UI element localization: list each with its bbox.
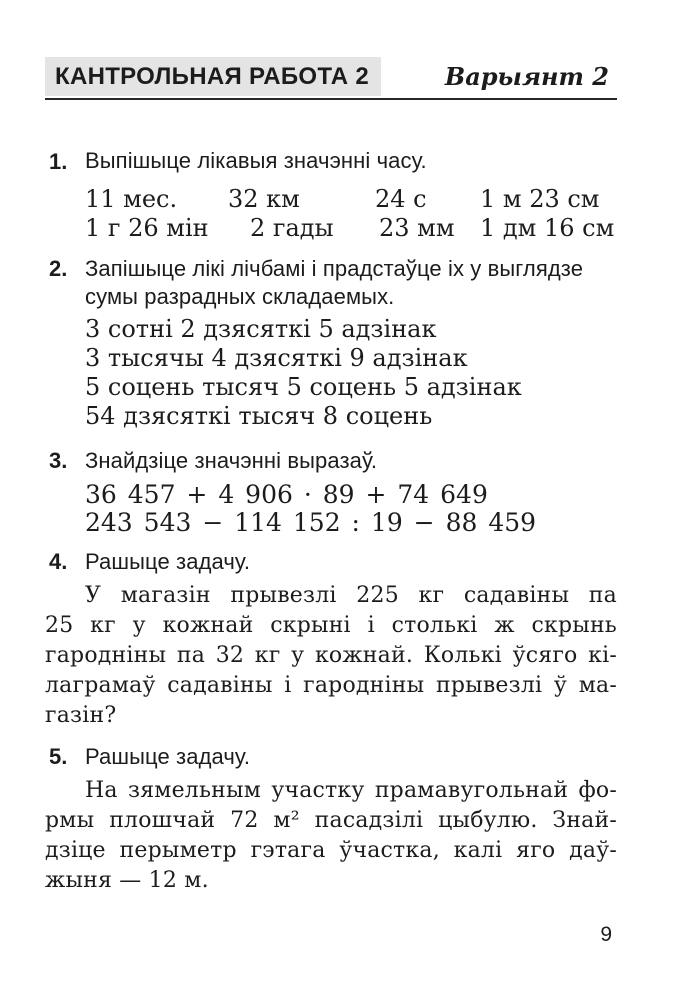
task-4	[45, 548, 617, 731]
section-title: КАНТРОЛЬНАЯ РАБОТА 2	[45, 57, 381, 96]
task-number: 1.	[49, 149, 68, 174]
table-cell: 1 г 26 мін	[85, 213, 209, 242]
task-number: 4.	[49, 549, 68, 574]
paragraph-line: На зямельным участку прамавугольнай фо-	[85, 778, 617, 803]
table-cell: 24 с	[375, 185, 427, 213]
paragraph-line: лаграмаў садавіны і гародніны прывезлі ў ма-	[45, 673, 617, 698]
paragraph-line: 25 кг у кожнай скрыні і столькі ж скрынь	[45, 613, 617, 638]
task-number: 5.	[49, 744, 68, 769]
page-header	[45, 57, 617, 96]
table-cell: 32 км	[228, 185, 300, 213]
variant-label: Варыянт 2	[444, 62, 609, 91]
list-item: 5 соцень тысяч 5 соцень 5 адзінак	[85, 373, 522, 401]
page-number: 9	[600, 923, 612, 946]
task-number: 3.	[49, 448, 68, 473]
paragraph-line: жыня — 12 м.	[45, 868, 209, 893]
task-5	[45, 743, 617, 896]
paragraph-line: газін?	[45, 703, 117, 728]
table-cell: 1 м 23 см	[480, 185, 600, 213]
math-expression: 36 457 + 4 906 · 89 + 74 649	[85, 480, 488, 509]
word-problem-text	[45, 776, 617, 896]
table-cell: 11 мес.	[85, 185, 178, 213]
task-1	[45, 148, 617, 242]
task-instruction: Рашыце задачу.	[85, 549, 251, 574]
list-item: 3 тысячы 4 дзясяткі 9 адзінак	[85, 344, 468, 372]
header-divider	[45, 98, 617, 100]
task-number: 2.	[49, 256, 68, 281]
task-2	[45, 255, 617, 431]
math-expression: 243 543 − 114 152 : 19 − 88 459	[85, 508, 537, 537]
word-problem-text	[45, 581, 617, 731]
paragraph-line: рмы плошчай 72 м² пасадзілі цыбулю. Знай-	[45, 808, 617, 833]
paragraph-line: гародніны па 32 кг у кожнай. Колькі ўсяго кі-	[45, 643, 617, 668]
table-cell: 1 дм 16 см	[480, 213, 615, 242]
task-instruction: Рашыце задачу.	[85, 744, 251, 769]
task-instruction: Запішыце лікі лічбамі і прадстаўце іх у выглядзе сумы разрадных складаемых.	[85, 256, 584, 309]
table-cell: 23 мм	[379, 213, 455, 242]
list-item: 3 сотні 2 дзясяткі 5 адзінак	[85, 315, 437, 343]
task-3	[45, 447, 617, 537]
list-item: 54 дзясяткі тысяч 8 соцень	[85, 402, 433, 430]
time-values-table	[85, 185, 617, 242]
paragraph-line: дзіце перыметр гэтага ўчастка, калі яго даў-	[45, 838, 617, 863]
task-instruction: Выпішыце лікавыя значэнні часу.	[85, 148, 427, 173]
paragraph-line: У магазін прывезлі 225 кг садавіны па	[85, 583, 617, 608]
task-instruction: Знайдзіце значэнні выразаў.	[85, 448, 378, 473]
number-word-list	[85, 315, 617, 431]
table-cell: 2 гады	[250, 213, 334, 242]
expression-list	[85, 481, 617, 537]
